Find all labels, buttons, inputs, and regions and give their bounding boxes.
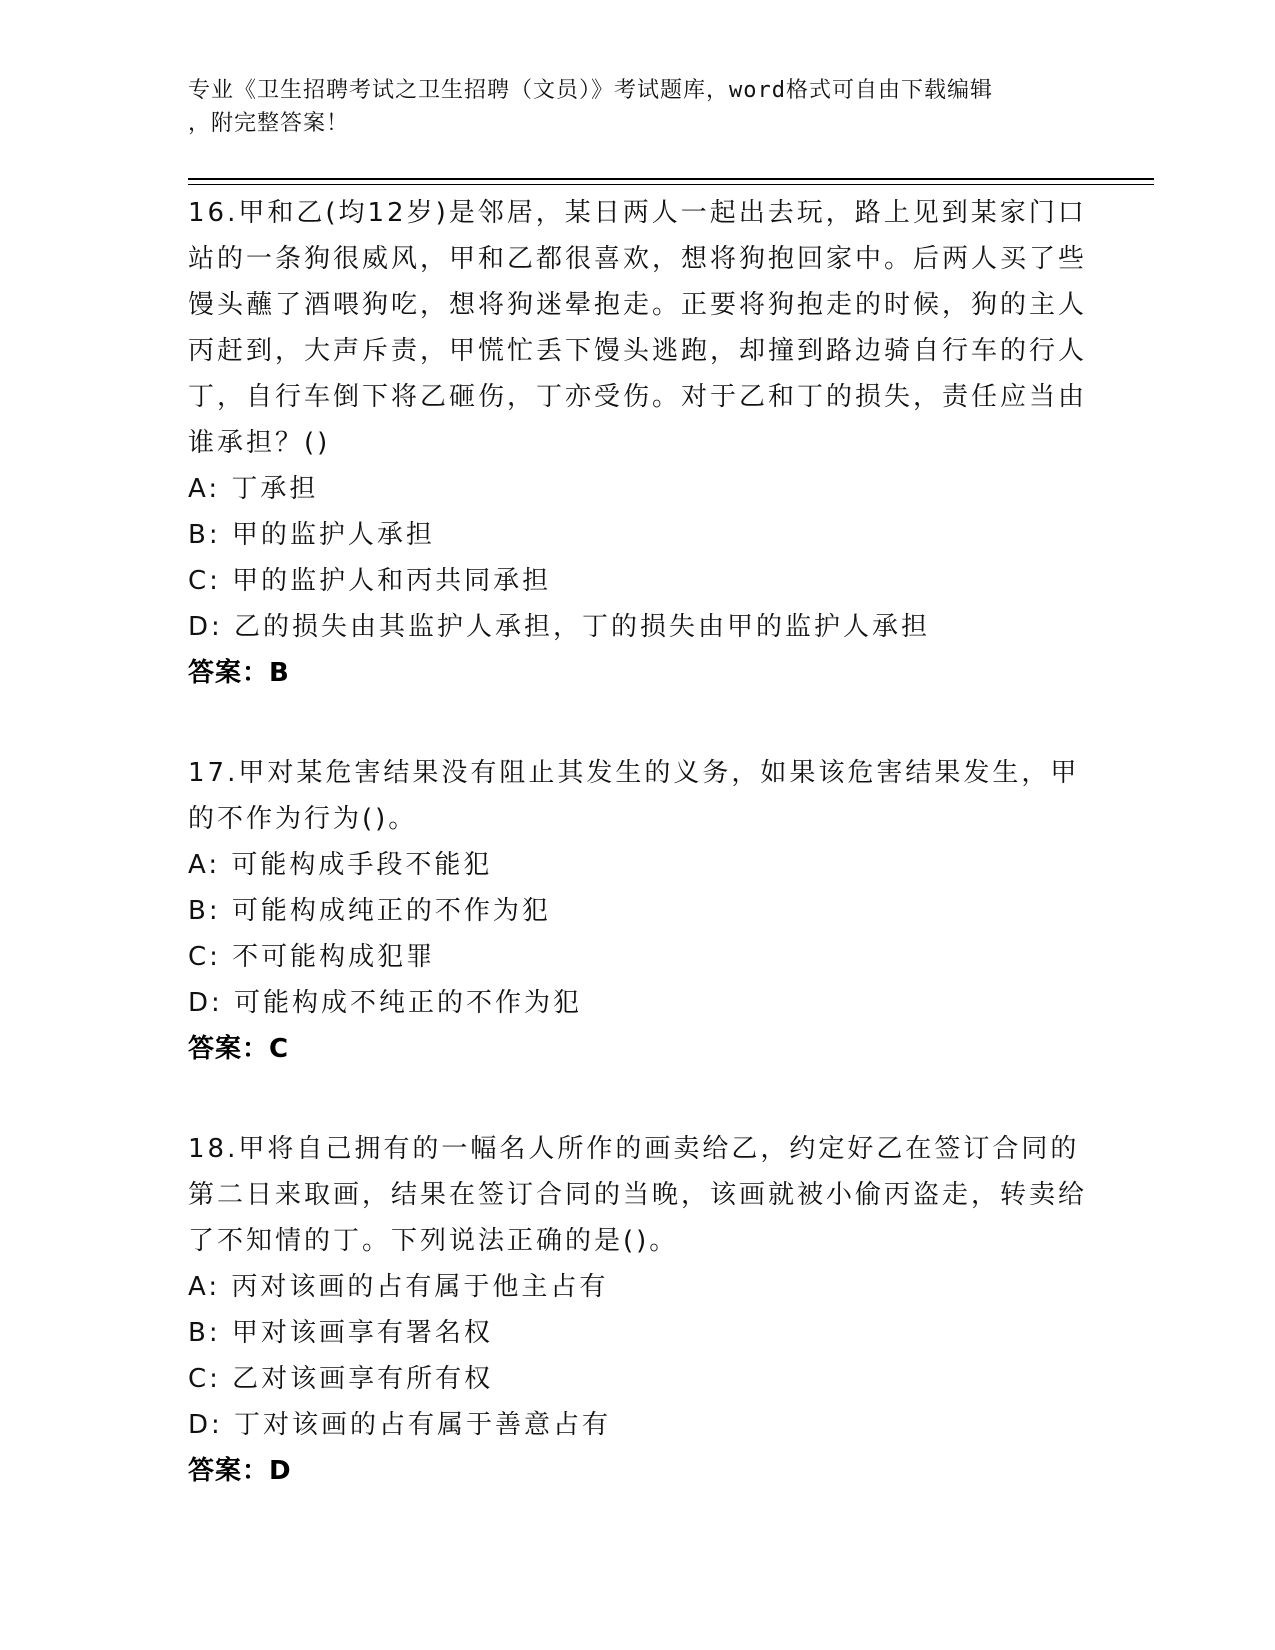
answer: 答案：D [188,1456,292,1486]
option-b: B: 甲对该画享有署名权 [188,1318,493,1348]
question-stem: 16.甲和乙(均12岁)是邻居，某日两人一起出去玩，路上见到某家门口站的一条狗很威风，甲和乙都很喜欢，想将狗抱回家中。后两人买了些馒头蘸了酒喂狗吃，想将狗迷晕抱走。正要将狗抱走的时候，狗的主人丙赶到，大声斥责，甲慌忙丢下馒头逃跑，却撞到路边骑自行车的行人丁，自行车倒下将乙砸伤，丁亦受伤。对于乙和丁的损失，责任应当由谁承担？() [188,198,1088,458]
option-a: A: 丙对该画的占有属于他主占有 [188,1272,609,1302]
option-c: C: 甲的监护人和丙共同承担 [188,566,552,596]
question-17 [188,750,1088,1072]
option-d: D: 可能构成不纯正的不作为犯 [188,988,583,1018]
header-divider-thin [188,184,1154,185]
document-header [188,74,1068,140]
question-stem: 17.甲对某危害结果没有阻止其发生的义务，如果该危害结果发生，甲的不作为行为()。 [188,758,1080,834]
option-a: A: 可能构成手段不能犯 [188,850,493,880]
option-d: D: 乙的损失由其监护人承担，丁的损失由甲的监护人承担 [188,612,931,642]
option-b: B: 甲的监护人承担 [188,520,435,550]
option-b: B: 可能构成纯正的不作为犯 [188,896,551,926]
answer: 答案：B [188,658,290,688]
option-d: D: 丁对该画的占有属于善意占有 [188,1410,612,1440]
option-a: A: 丁承担 [188,474,319,504]
question-list [188,190,1088,1548]
header-divider-thick [188,178,1154,180]
question-16 [188,190,1088,696]
option-c: C: 乙对该画享有所有权 [188,1364,494,1394]
question-18 [188,1126,1088,1494]
header-line-1: 专业《卫生招聘考试之卫生招聘（文员）》考试题库，word格式可自由下载编辑 [188,78,993,103]
question-stem: 18.甲将自己拥有的一幅名人所作的画卖给乙，约定好乙在签订合同的第二日来取画，结果在签订合同的当晚，该画就被小偷丙盗走，转卖给了不知情的丁。下列说法正确的是()。 [188,1134,1088,1256]
option-c: C: 不可能构成犯罪 [188,942,436,972]
header-line-2: ，附完整答案！ [188,111,350,136]
answer: 答案：C [188,1034,290,1064]
